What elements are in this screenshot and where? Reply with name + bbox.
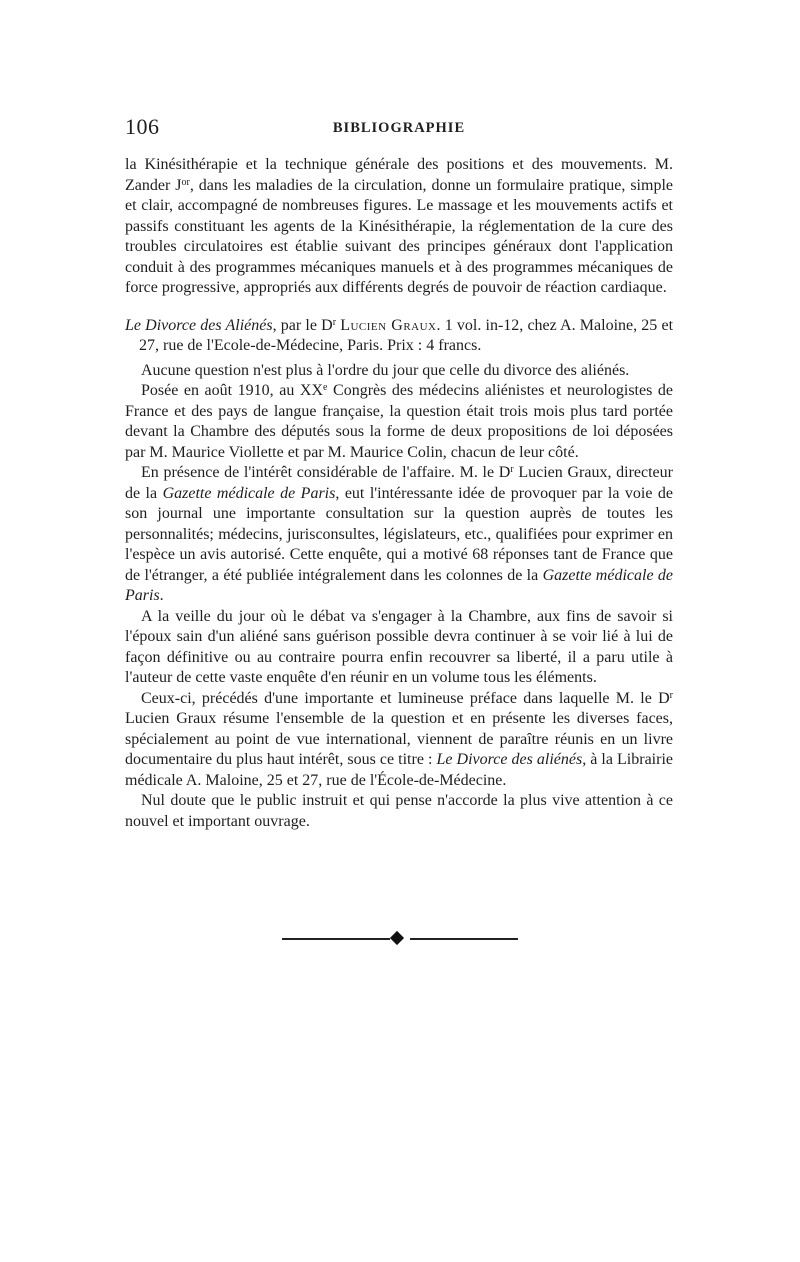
paragraph-2	[125, 381, 673, 463]
paragraph-3-text-c: , eut l'intéressante idée de provoquer par la voie de son journal une importante consultation sur la question auprès de toutes les personnalités; médecins, jurisconsultes, législateurs, etc., qualifiées pour exprimer en l'espèce un avis autorisé. Cette enquête, qui a motivé 68 réponses tant de France que de l'étranger, a été publiée intégralement dans les colonnes de la	[125, 484, 674, 584]
intro-superscript: or	[181, 176, 190, 188]
intro-text: la Kinésithérapie et la technique générale des positions et des mouvements. M. Zander J	[125, 156, 673, 194]
paragraph-5-text-b: Lucien Graux résume l'ensemble de la question et en présente les diverses faces, spécialement au point de vue international, viennent de paraître réunis en un livre documentaire du plus haut intérêt, sous ce titre :	[125, 710, 673, 768]
paragraph-6: Nul doute que le public instruit et qui pense n'accorde la plus vive attention à ce nouvel et important ouvrage.	[125, 792, 673, 830]
intro-text-rest: , dans les maladies de la circulation, donne un formulaire pratique, simple et clair, accompagné de nombreuses figures. Le massage et les mouvements actifs et passifs constituant les agents de la Kinésithérapie, la réglementation de la cure des troubles circulatoires est établie suivant des principes généraux dont l'application conduit à des programmes mécaniques manuels et à des programmes mécaniques de force progressive, appropriés aux différents degrés de pouvoir de réaction cardiaque.	[125, 176, 673, 296]
paragraph-5-superscript: r	[669, 689, 673, 701]
intro-paragraph	[125, 155, 673, 299]
paragraph-2-text: Posée en août 1910, au XX	[141, 382, 324, 399]
divider-line-left	[282, 938, 390, 940]
review-by: , par le D	[272, 316, 333, 334]
paragraph-3-text-b: Lucien Graux, directeur de la	[125, 464, 673, 502]
paragraph-2-superscript: e	[323, 382, 328, 393]
book-title-inline: Le Divorce des aliénés	[436, 751, 583, 768]
page-number: 106	[125, 114, 160, 139]
running-head: BIBLIOGRAPHIE	[332, 120, 466, 136]
paragraph-5	[125, 689, 673, 792]
review-author: Lucien Graux	[340, 316, 437, 334]
divider-line-right	[410, 938, 518, 940]
diamond-ornament-icon	[390, 931, 404, 945]
review-by-superscript: r	[332, 316, 337, 328]
journal-title-2: Gazette médicale de Paris	[125, 566, 674, 604]
paragraph-3	[125, 463, 673, 607]
review-details: . 1 vol. in-12, chez A. Maloine, 25 et 27, rue de l'Ecole-de-Médecine, Paris. Prix : 4 francs.	[139, 316, 674, 354]
journal-title: Gazette médicale de Paris	[162, 484, 336, 502]
paragraph-5-text-a: Ceux-ci, précédés d'une importante et lumineuse préface dans laquelle M. le D	[141, 689, 670, 707]
paragraph-4: A la veille du jour où le débat va s'engager à la Chambre, aux fins de savoir si l'époux sain d'un aliéné sans guérison possible devra continuer à se voir lié à lui de façon définitive ou au contraire pourra enfin recouvrer sa liberté, il a paru utile à l'auteur de cette vaste enquête d'en réunir en un volume tous les éléments.	[125, 607, 673, 686]
paragraph-2-rest: Congrès des médecins aliénistes et neurologistes de France et des pays de langue française, la question était trois mois plus tard portée devant la Chambre des députés sous la forme de deux propositions de loi déposées par M. Maurice Viollette et par M. Maurice Colin, chacun de leur côté.	[125, 382, 674, 461]
section-divider-ornament	[282, 932, 518, 946]
paragraph-3-text-d: .	[159, 587, 164, 604]
paragraph-1: Aucune question n'est plus à l'ordre du jour que celle du divorce des aliénés.	[141, 361, 630, 379]
review-heading	[125, 316, 673, 357]
paragraph-3-text-a: En présence de l'intérêt considérable de l'affaire. M. le D	[141, 464, 511, 481]
review-book-title: Le Divorce des Aliénés	[125, 316, 273, 334]
paragraph-3-superscript: r	[510, 464, 514, 475]
page-header	[125, 114, 673, 144]
paragraph-5-text-c: , à la Librairie médicale A. Maloine, 25 et 27, rue de l'École-de-Médecine.	[125, 751, 674, 789]
body-text	[125, 155, 673, 832]
